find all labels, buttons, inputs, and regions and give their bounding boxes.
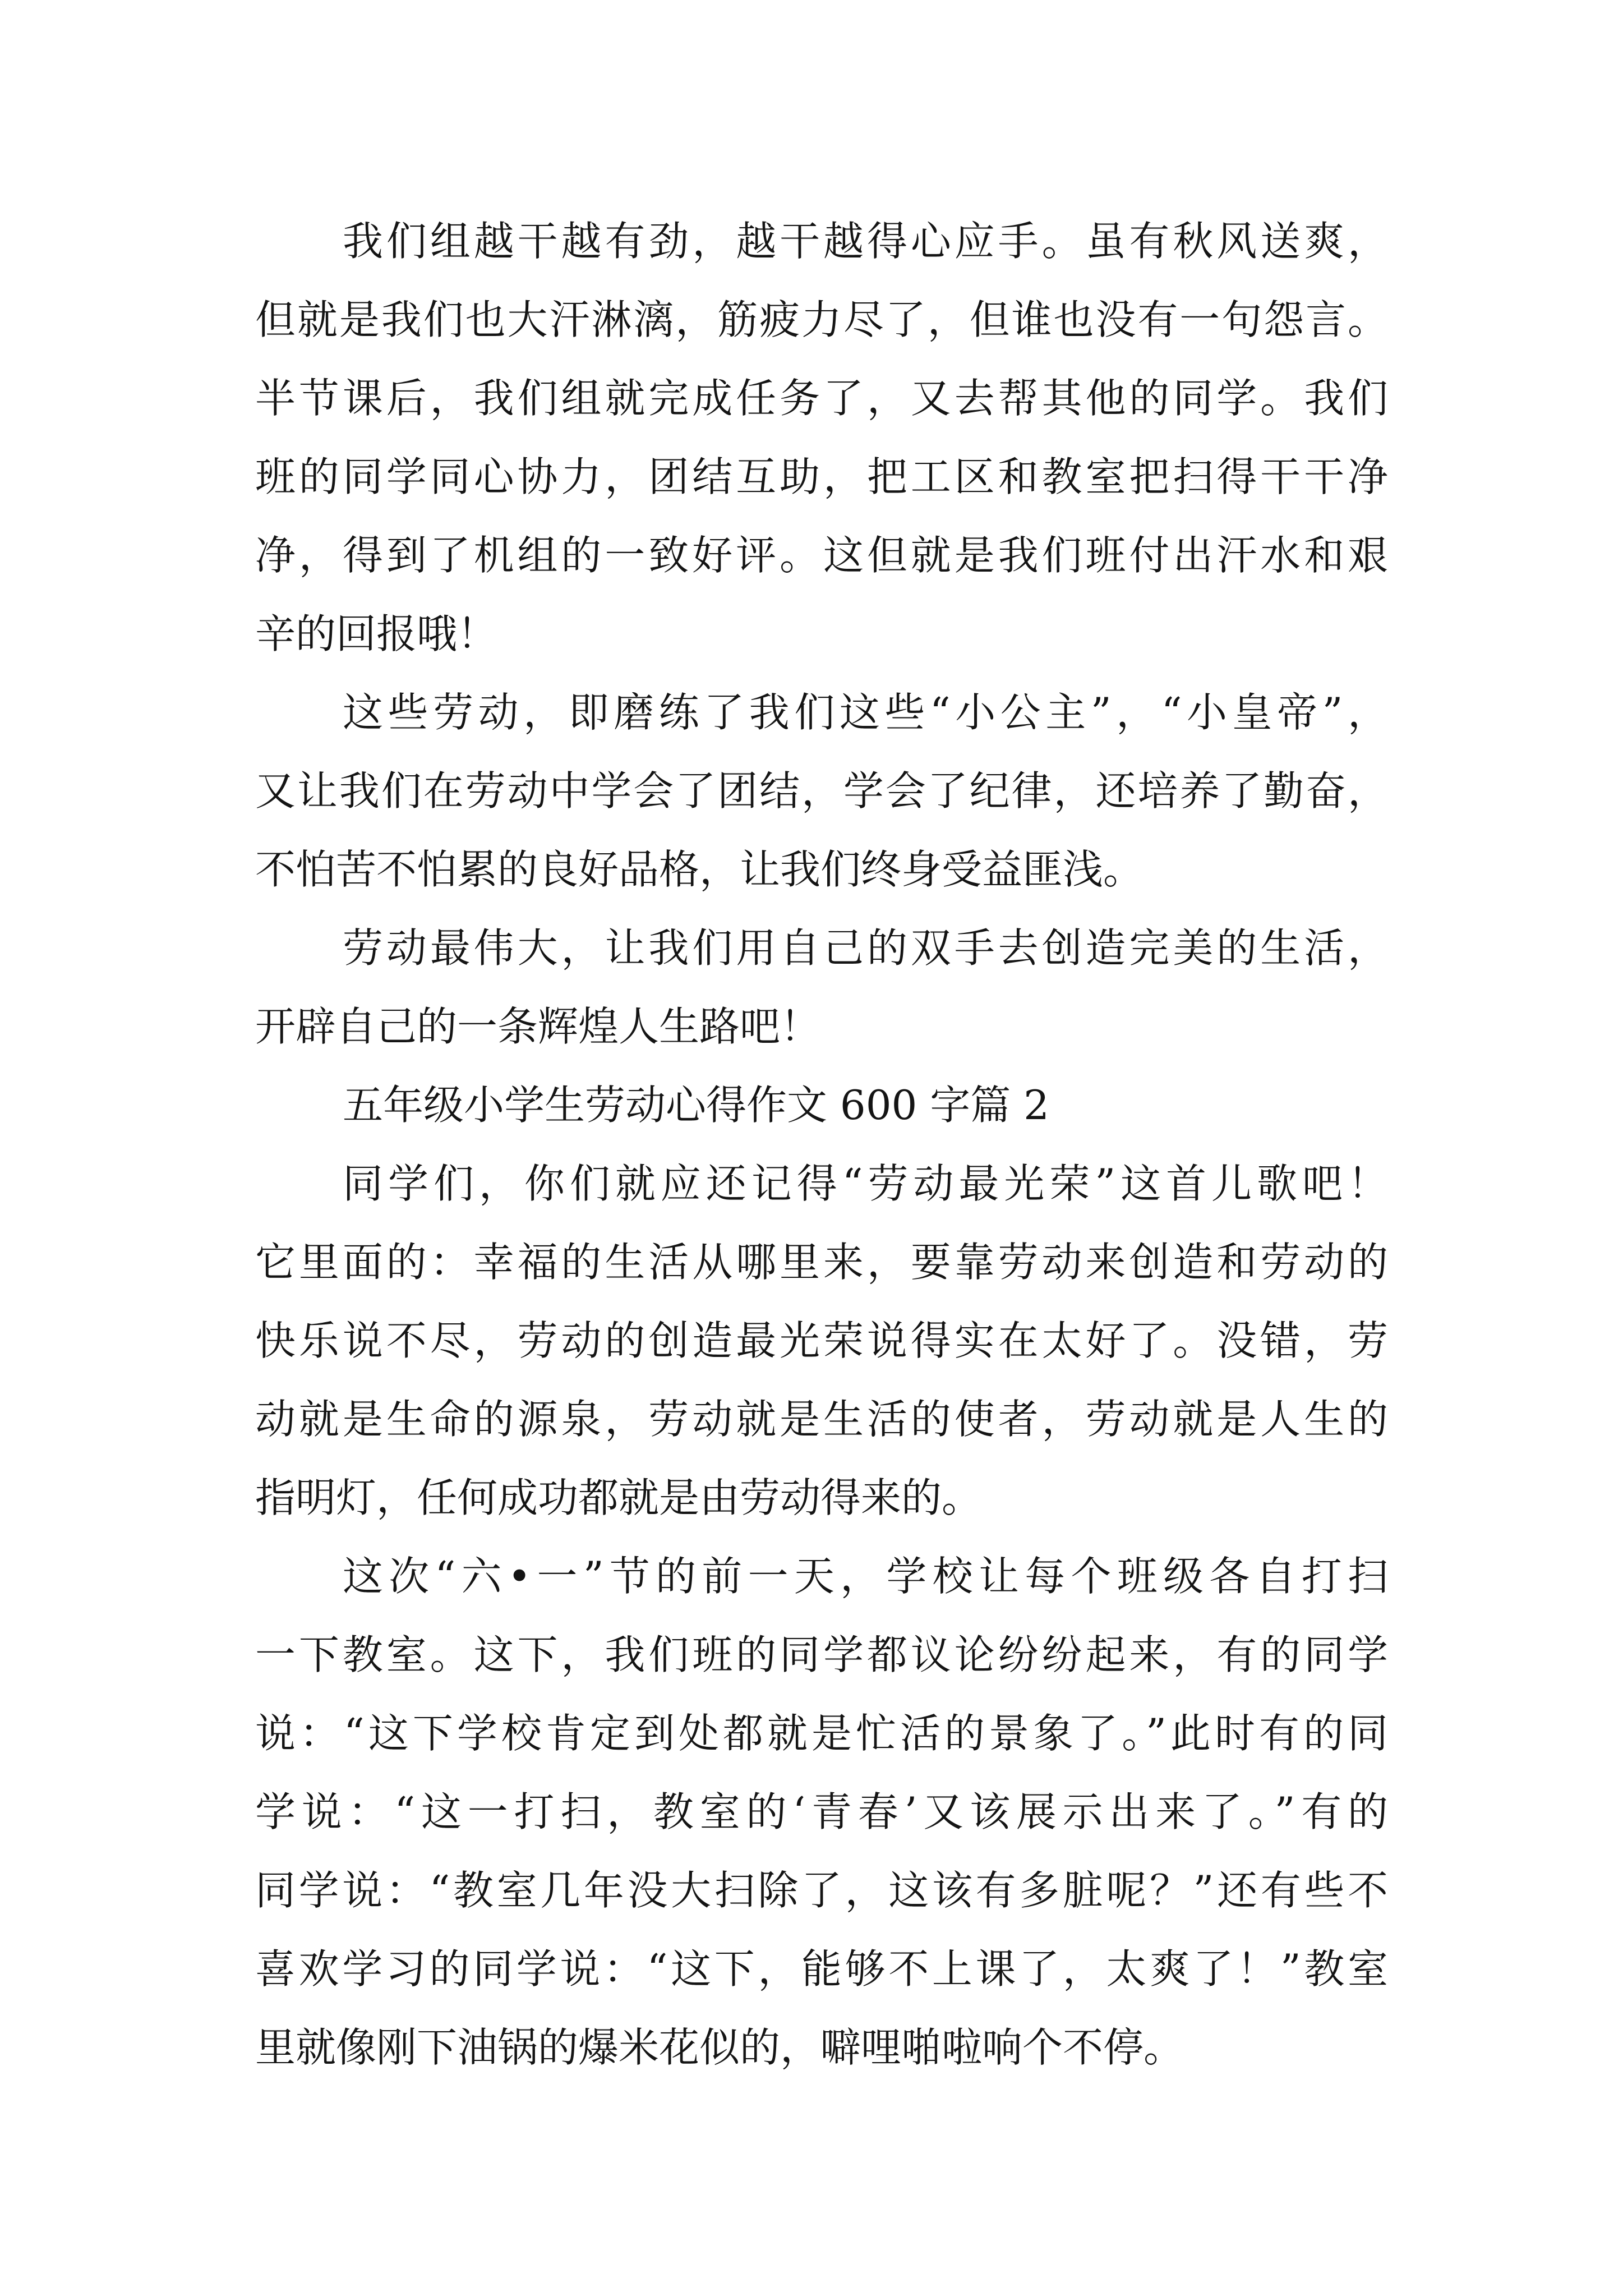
paragraph-line: 同学说：“教室几年没大扫除了，这该有多脏呢？”还有些不 <box>255 1867 1388 1914</box>
paragraph-line: 不怕苦不怕累的良好品格，让我们终身受益匪浅。 <box>255 846 1144 893</box>
document-body <box>255 202 1388 2087</box>
paragraph-line: 说：“这下学校肯定到处都就是忙活的景象了。”此时有的同 <box>255 1710 1388 1757</box>
paragraph-line: 快乐说不尽，劳动的创造最光荣说得实在太好了。没错，劳 <box>255 1317 1388 1364</box>
paragraph-line: 又让我们在劳动中学会了团结，学会了纪律，还培养了勤奋， <box>255 767 1388 815</box>
paragraph-line: 学说：“这一打扫，教室的‘青春’又该展示出来了。”有的 <box>255 1788 1388 1835</box>
paragraph-line: 动就是生命的源泉，劳动就是生活的使者，劳动就是人生的 <box>255 1396 1388 1443</box>
paragraph-line: 里就像刚下油锅的爆米花似的，噼哩啪啦响个不停。 <box>255 2024 1184 2071</box>
paragraph <box>255 673 1388 909</box>
paragraph <box>255 1144 1388 1537</box>
paragraph-line: 这些劳动，即磨练了我们这些“小公主”，“小皇帝”， <box>343 689 1388 736</box>
paragraph-line: 开辟自己的一条辉煌人生路吧！ <box>255 1003 821 1050</box>
section-heading: 五年级小学生劳动心得作文 600 字篇 2 <box>343 1082 1049 1129</box>
paragraph-line: 我们组越干越有劲，越干越得心应手。虽有秋风送爽， <box>343 218 1388 265</box>
paragraph <box>255 202 1388 673</box>
paragraph-line: 它里面的：幸福的生活从哪里来，要靠劳动来创造和劳动的 <box>255 1239 1388 1286</box>
paragraph <box>255 1537 1388 2087</box>
paragraph-line: 但就是我们也大汗淋漓，筋疲力尽了，但谁也没有一句怨言。 <box>255 296 1388 343</box>
paragraph-line: 班的同学同心协力，团结互助，把工区和教室把扫得干干净 <box>255 453 1388 500</box>
paragraph-line: 净，得到了机组的一致好评。这但就是我们班付出汗水和艰 <box>255 532 1388 579</box>
paragraph-line: 喜欢学习的同学说：“这下，能够不上课了，太爽了！”教室 <box>255 1945 1388 1993</box>
paragraph-line: 指明灯，任何成功都就是由劳动得来的。 <box>255 1474 983 1521</box>
paragraph-line: 半节课后，我们组就完成任务了，又去帮其他的同学。我们 <box>255 375 1388 422</box>
paragraph-line: 同学们，你们就应还记得“劳动最光荣”这首儿歌吧！ <box>343 1160 1388 1207</box>
paragraph-line: 劳动最伟大，让我们用自己的双手去创造完美的生活， <box>343 924 1388 972</box>
paragraph-line: 这次“六•一”节的前一天，学校让每个班级各自打扫 <box>343 1553 1388 1600</box>
paragraph-line: 辛的回报哦！ <box>255 610 498 657</box>
paragraph-line: 一下教室。这下，我们班的同学都议论纷纷起来，有的同学 <box>255 1631 1388 1678</box>
paragraph <box>255 909 1388 1066</box>
